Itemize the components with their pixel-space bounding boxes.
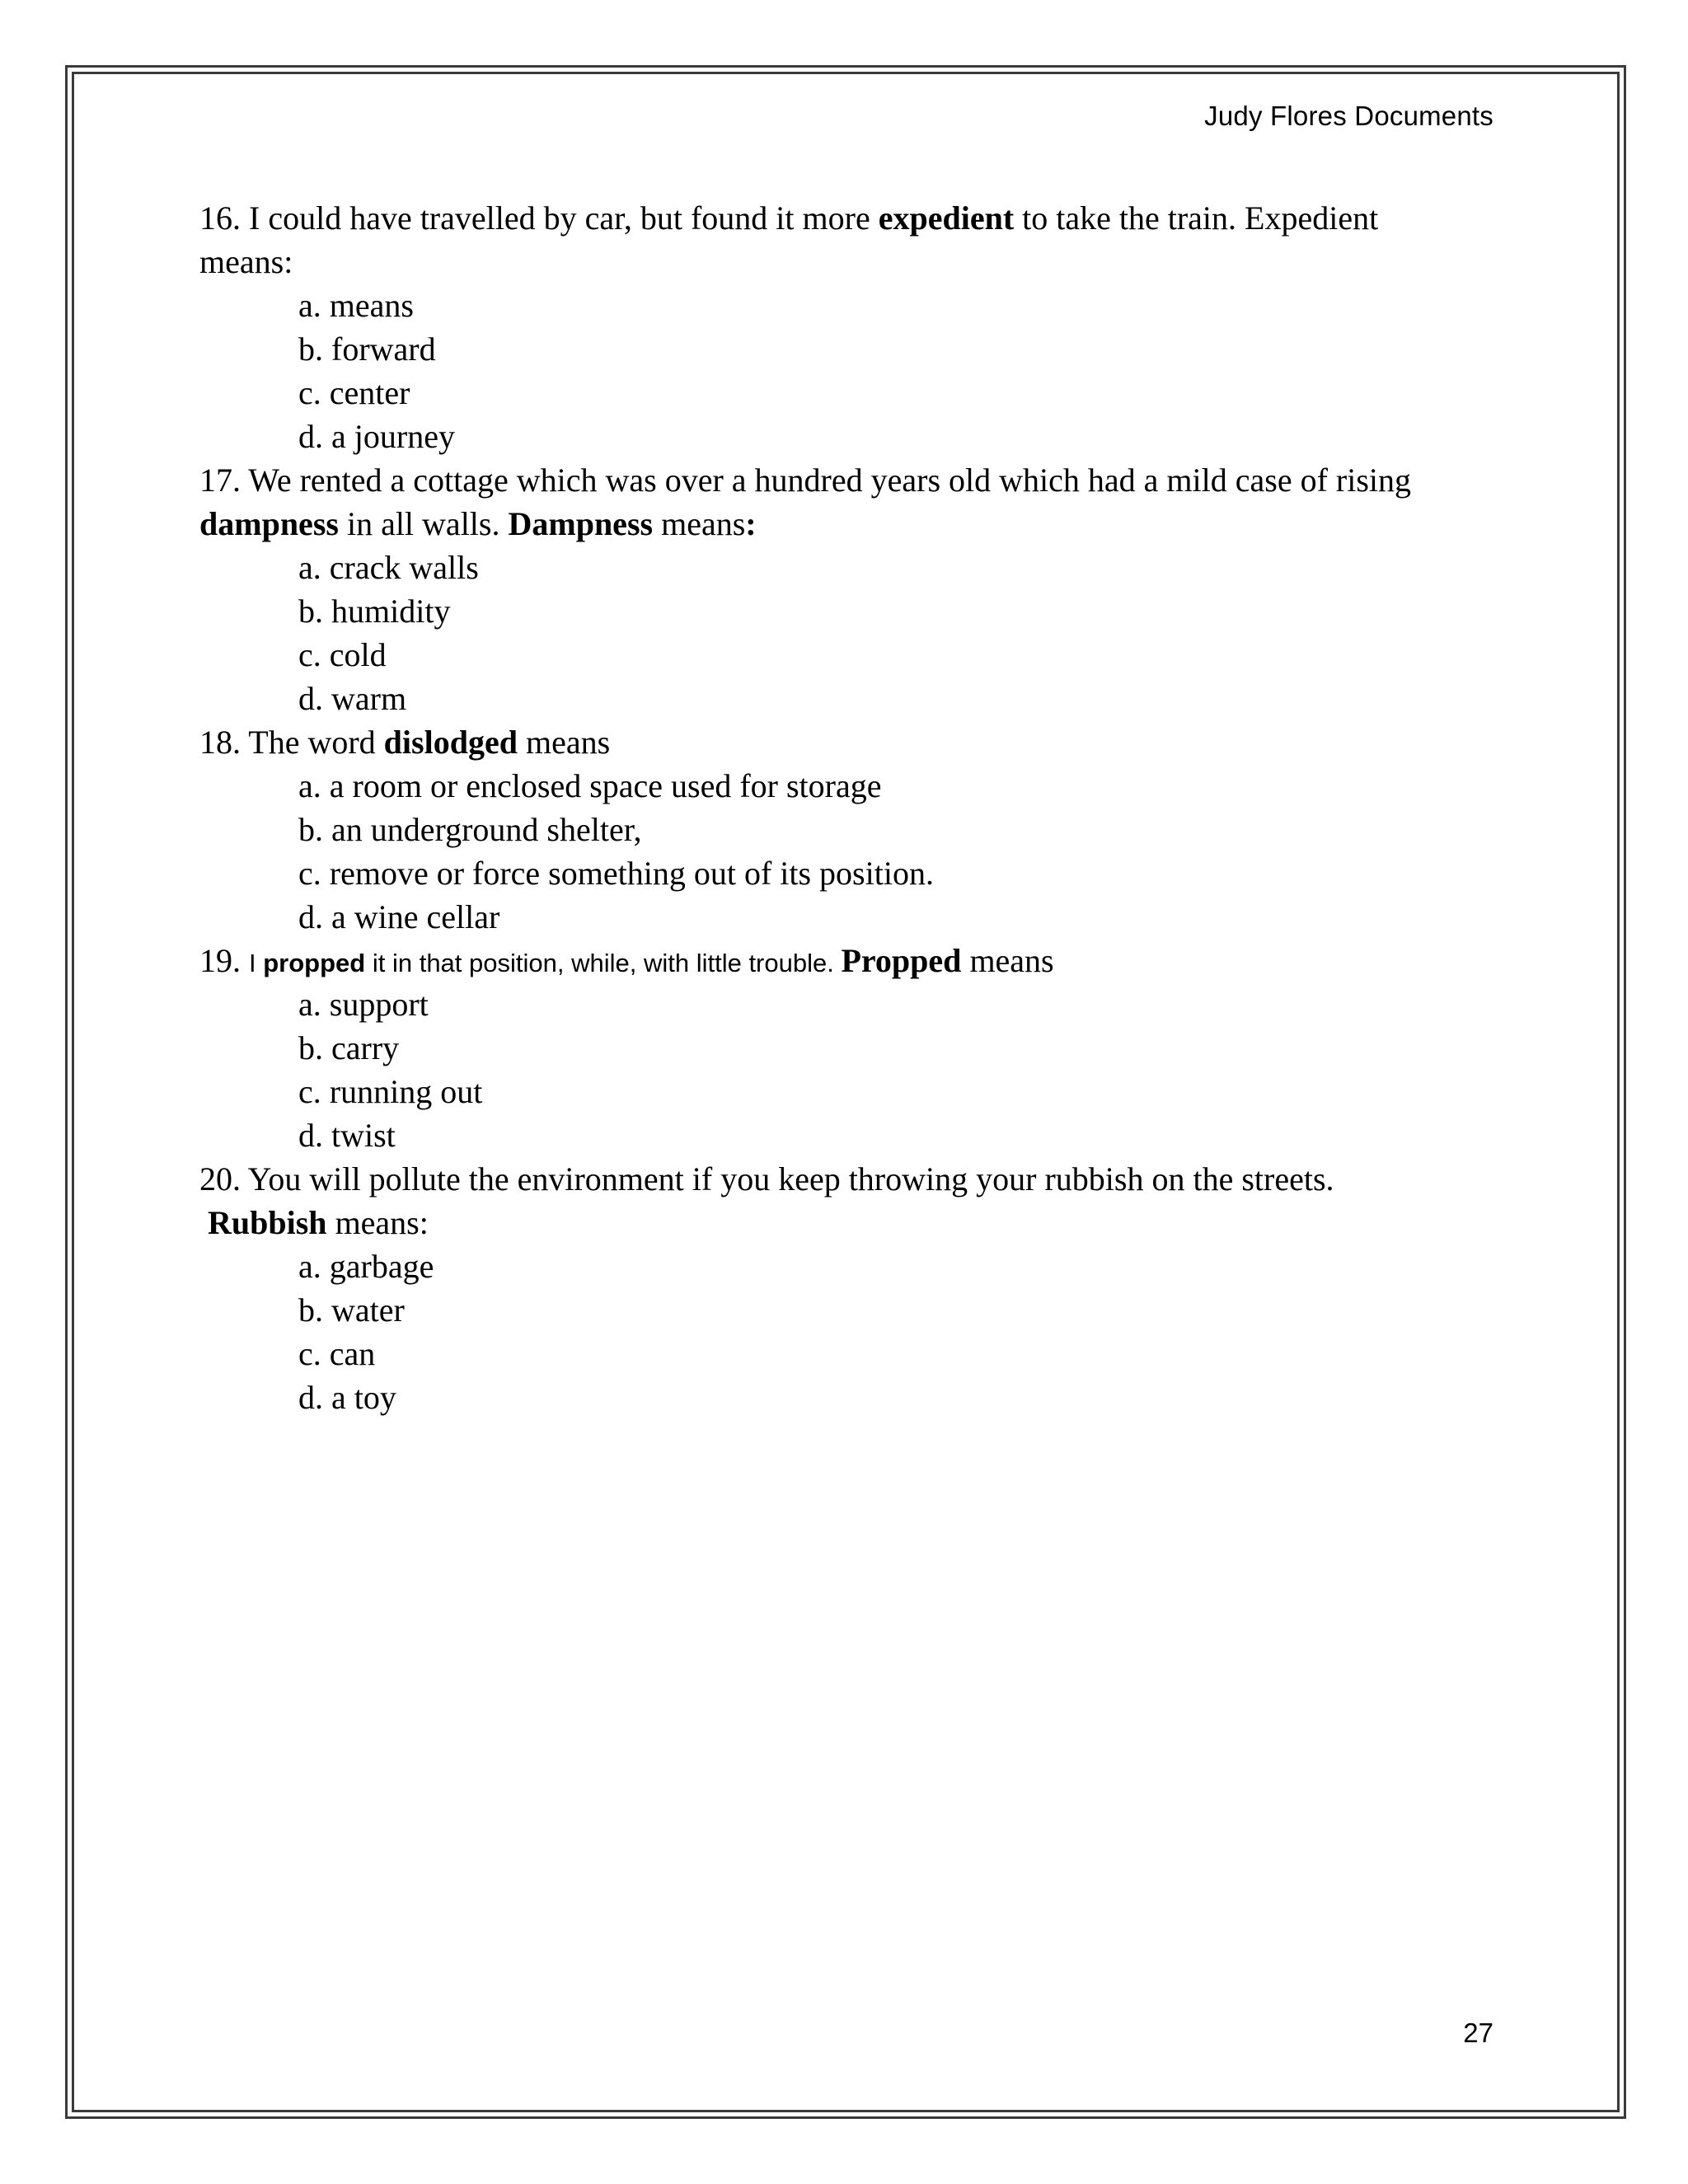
question-20-option-b: b. water — [298, 1291, 405, 1329]
question-18-option-a: a. a room or enclosed space used for storage — [298, 767, 882, 804]
question-20-option-d: d. a toy — [298, 1379, 396, 1416]
question-19-option-a: a. support — [298, 986, 429, 1023]
term-rubbish: Rubbish — [208, 1204, 327, 1241]
question-18-option-c: c. remove or force something out of its position. — [298, 855, 934, 892]
question-17-line-1: 17. We rented a cottage which was over a hundred years old which had a mild case of rising — [199, 462, 1411, 499]
question-20-line-1: 20. You will pollute the environment if you keep throwing your rubbish on the streets. — [199, 1160, 1334, 1197]
question-20-option-a: a. garbage — [298, 1248, 434, 1285]
question-17-line-2: dampness in all walls. Dampness means: — [199, 505, 757, 542]
question-19-line-1: 19. I propped it in that position, while, with little trouble. Propped means — [199, 942, 1054, 979]
question-16-option-d: d. a journey — [298, 418, 455, 455]
question-19-option-d: d. twist — [298, 1117, 396, 1154]
term-dampness: dampness — [199, 505, 339, 542]
question-19-option-b: b. carry — [298, 1029, 400, 1066]
question-19-option-c: c. running out — [298, 1073, 483, 1110]
question-17-option-d: d. warm — [298, 680, 407, 717]
term-expedient: expedient — [878, 199, 1015, 237]
question-17-option-a: a. crack walls — [298, 549, 479, 586]
question-17-option-c: c. cold — [298, 636, 387, 673]
question-18-line-1: 18. The word dislodged means — [199, 724, 611, 761]
question-16-option-c: c. center — [298, 374, 410, 411]
question-18-option-d: d. a wine cellar — [298, 898, 500, 935]
question-20-line-2: Rubbish means: — [208, 1204, 429, 1241]
page-header: Judy Flores Documents — [1204, 101, 1493, 131]
question-17-option-b: b. humidity — [298, 593, 451, 630]
term-propped-inline: propped — [263, 949, 366, 977]
question-16-line-1: 16. I could have travelled by car, but found it more expedient to take the train. Expedient — [199, 199, 1379, 237]
question-18-option-b: b. an underground shelter, — [298, 811, 642, 848]
question-20-option-c: c. can — [298, 1335, 376, 1372]
question-16-option-a: a. means — [298, 287, 414, 324]
page-number: 27 — [1463, 2018, 1493, 2048]
term-dislodged: dislodged — [383, 724, 518, 761]
question-16-line-2: means: — [199, 243, 293, 280]
question-16-option-b: b. forward — [298, 330, 436, 368]
term-propped: Propped — [841, 942, 962, 979]
